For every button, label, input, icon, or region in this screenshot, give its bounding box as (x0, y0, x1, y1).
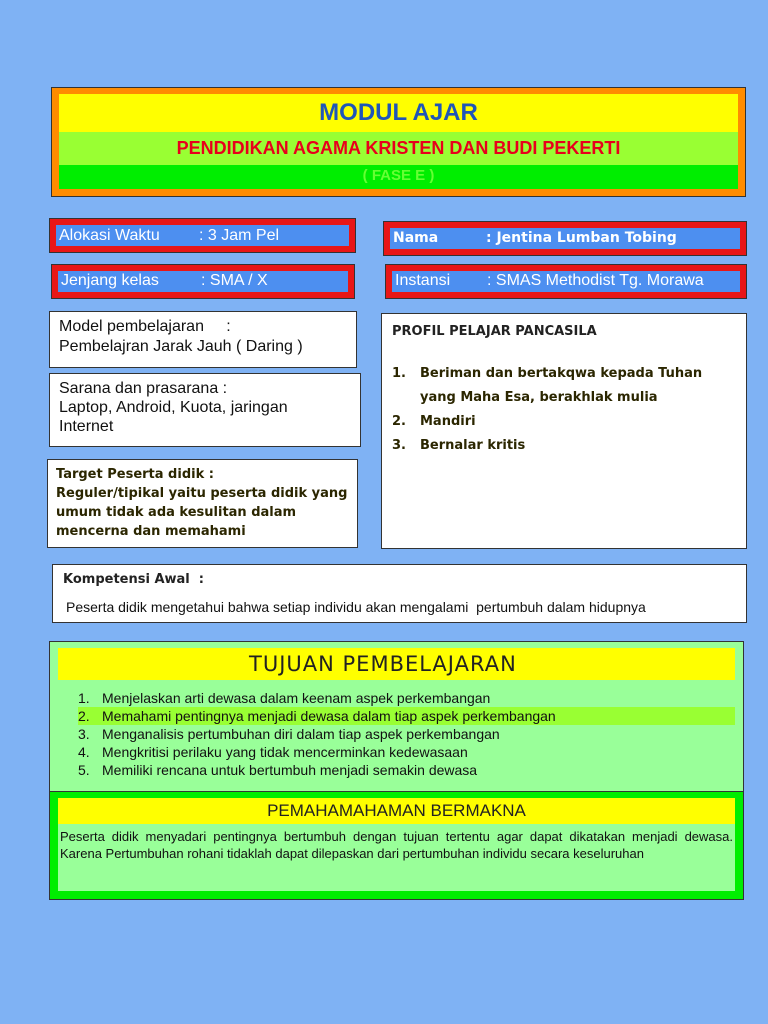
sarana-value-line1: Laptop, Android, Kuota, jaringan (59, 399, 288, 416)
model-pembelajaran-value: Pembelajran Jarak Jauh ( Daring ) (59, 338, 303, 355)
model-pembelajaran-box (49, 311, 357, 368)
list-item: 4. Mengkritisi perilaku yang tidak mencerminkan kedewasaan (78, 744, 468, 760)
target-title: Target Peserta didik : (56, 467, 214, 482)
pemahaman-inner (58, 798, 735, 891)
sarana-value-line2: Internet (59, 418, 114, 435)
alokasi-waktu-label: Alokasi Waktu (59, 227, 160, 244)
alokasi-waktu-box (49, 218, 356, 253)
list-item: 3. Bernalar kritis (392, 438, 526, 453)
sarana-label: Sarana dan prasarana : (59, 380, 228, 397)
tujuan-title: TUJUAN PEMBELAJARAN (58, 648, 735, 680)
pemahaman-bermakna-box (49, 791, 744, 900)
model-pembelajaran-label: Model pembelajaran : (59, 318, 231, 335)
jenjang-kelas-label: Jenjang kelas (61, 272, 159, 289)
list-item: 3. Menganalisis pertumbuhan diri dalam tiap aspek perkembangan (78, 726, 500, 742)
list-item: 5. Memiliki rencana untuk bertumbuh menjadi semakin dewasa (78, 762, 478, 778)
document-title: MODUL AJAR (59, 94, 738, 132)
kompetensi-title: Kompetensi Awal : (63, 572, 205, 587)
list-item: 1. Beriman dan bertakqwa kepada Tuhan yang Maha Esa, berakhlak mulia (392, 366, 703, 405)
alokasi-waktu-value: : 3 Jam Pel (199, 227, 280, 244)
jenjang-kelas-box (51, 264, 355, 299)
pemahaman-body: Peserta didik menyadari pentingnya bertumbuh dengan tujuan tertentu agar dapat dikatakan menjadi dewasa. Karena Pertumbuhan rohani tidaklah dapat dilepaskan dari pertumbuhan individu secara keseluruhan (60, 829, 733, 861)
list-item: 2. Mandiri (392, 414, 476, 429)
nama-label: Nama (393, 230, 439, 246)
profil-pelajar-box (381, 313, 747, 549)
kompetensi-awal-box (52, 564, 747, 623)
pemahaman-title: PEMAHAMAHAMAN BERMAKNA (58, 798, 735, 824)
nama-value: : Jentina Lumban Tobing (486, 230, 677, 246)
kompetensi-body: Peserta didik mengetahui bahwa setiap individu akan mengalami pertumbuh dalam hidupnya (66, 599, 646, 615)
jenjang-kelas-value: : SMA / X (201, 272, 268, 289)
list-item: 2. Memahami pentingnya menjadi dewasa dalam tiap aspek perkembangan (78, 707, 735, 725)
instansi-box (385, 264, 747, 299)
phase-label: ( FASE E ) (59, 165, 738, 189)
target-peserta-box (47, 459, 358, 548)
header-banner (51, 87, 746, 197)
nama-box (383, 221, 747, 256)
subject-title: PENDIDIKAN AGAMA KRISTEN DAN BUDI PEKERTI (59, 132, 738, 165)
profil-title: PROFIL PELAJAR PANCASILA (392, 324, 597, 339)
tujuan-list (78, 689, 735, 779)
tujuan-pembelajaran-box (49, 641, 744, 793)
target-body: Reguler/tipikal yaitu peserta didik yang umum tidak ada kesulitan dalam mencerna dan memahami (56, 486, 348, 539)
profil-list (392, 362, 736, 458)
sarana-prasarana-box (49, 373, 361, 447)
instansi-value: : SMAS Methodist Tg. Morawa (487, 272, 704, 289)
instansi-label: Instansi (395, 272, 451, 289)
list-item: 1. Menjelaskan arti dewasa dalam keenam aspek perkembangan (78, 690, 491, 706)
